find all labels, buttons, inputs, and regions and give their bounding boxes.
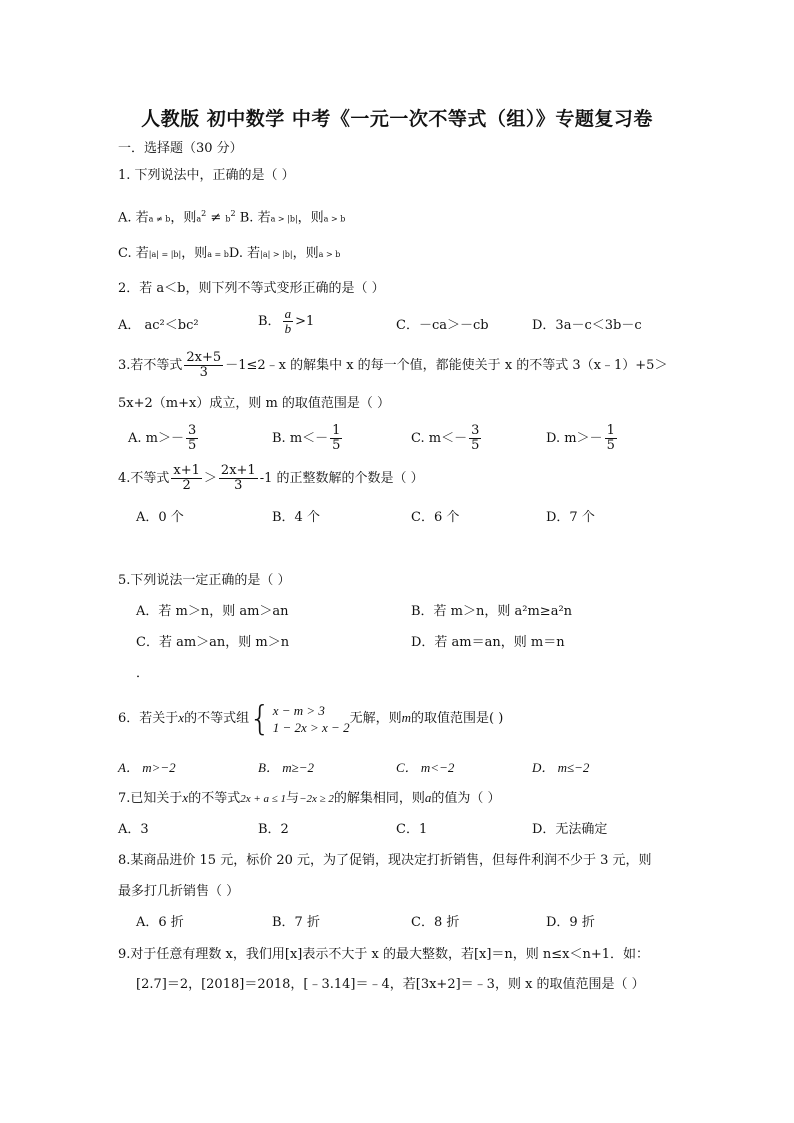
question-1-options-cd [118, 245, 340, 264]
section-heading: 一．选择题（30 分） [118, 141, 243, 156]
q7-option-d: D．无法确定 [532, 822, 608, 837]
q2-option-b [258, 307, 314, 336]
q6-post1: 无解，则 [349, 711, 402, 726]
q5-option-c: C．若 am＞an，则 m＞n [136, 635, 290, 650]
q6-var-m: m [401, 710, 411, 725]
q2-fraction-numerator: a [284, 306, 292, 321]
q7-option-b: B．2 [258, 822, 289, 837]
q3-post: －1≤2﹣x 的解集中 x 的每一个值，都能使关于 x 的不等式 3（x﹣1）+5＞ [225, 358, 668, 373]
q6-system-line-2: 1 − 2x > x − 2 [272, 719, 350, 735]
q2-fraction-denominator: b [284, 321, 292, 336]
q3-option-d-text: D. m＞－ [546, 431, 603, 446]
q1-option-c-condition: |a| = |b| [148, 250, 182, 259]
q4-fraction-1-denominator: 2 [182, 478, 191, 493]
q8-option-d: D．9 折 [546, 915, 595, 930]
question-2-stem: 2．若 a＜b，则下列不等式变形正确的是（ ） [118, 281, 385, 296]
q4-fraction-1-numerator: x+1 [173, 463, 200, 478]
q7-inequality-1: 2x + a ≤ 1 [240, 793, 287, 805]
q6-post2: 的取值范围是( ) [410, 711, 504, 726]
q1-option-d-then: ，则 [292, 246, 319, 261]
q3-option-d-denominator: 5 [606, 438, 615, 453]
q3-option-b-denominator: 5 [332, 438, 341, 453]
question-6-stem [118, 698, 503, 739]
q1-option-b-then: ，则 [297, 210, 324, 226]
q3-option-a [128, 424, 200, 453]
q3-fraction-numerator: 2x+5 [186, 350, 222, 365]
q6-option-b: B． m≥−2 [258, 760, 314, 775]
q1-option-a-base-b: b [225, 214, 231, 224]
q4-fraction-2-denominator: 3 [234, 478, 243, 493]
q2-option-b-fraction [283, 307, 294, 336]
q7-var-a: a [424, 790, 432, 805]
q1-option-b-condition: a > |b| [270, 214, 298, 224]
q3-option-b-numerator: 1 [332, 423, 341, 438]
q3-option-c-text: C. m＜－ [411, 431, 468, 446]
q7-pre: 7.已知关于 [118, 791, 183, 806]
question-3-line-1 [118, 351, 667, 380]
q1-option-a-then: ，则 [170, 210, 197, 226]
q4-option-b: B．4 个 [272, 510, 320, 525]
q3-option-d-numerator: 1 [606, 423, 615, 438]
q2-option-b-tail: >1 [295, 314, 315, 329]
q1-option-a-label: A. 若 [118, 210, 149, 226]
question-9-line-2: [2.7]＝2，[2018]＝2018，[﹣3.14]＝﹣4，若[3x+2]＝﹣3，则 x 的取值范围是（ ） [136, 977, 645, 992]
q7-inequality-2: −2x ≥ 2 [299, 793, 334, 805]
question-5-stem: 5.下列说法一定正确的是（ ） [118, 573, 291, 588]
q1-option-c-then: ，则 [181, 246, 208, 261]
q4-fraction-1 [171, 464, 202, 493]
q8-option-a: A．6 折 [136, 915, 184, 930]
q3-option-c-denominator: 5 [471, 438, 480, 453]
q3-option-a-text: A. m＞－ [128, 431, 184, 446]
q6-option-c: C． m<−2 [396, 760, 455, 775]
q1-option-c-label: C. 若 [118, 246, 149, 261]
question-8-line-2: 最多打几折销售（ ） [118, 884, 240, 899]
q7-post: 的值为（ ） [431, 791, 501, 806]
q3-option-c [411, 424, 483, 453]
q1-option-c-result: a = b [207, 250, 229, 259]
q3-option-b-fraction [330, 424, 342, 453]
question-1-options-ab [118, 205, 345, 228]
q4-option-c: C．6 个 [411, 510, 460, 525]
q8-option-c: C．8 折 [411, 915, 460, 930]
q1-option-a-condition: a ≠ b [148, 214, 171, 224]
q4-option-a: A．0 个 [136, 510, 184, 525]
q5-option-b: B．若 m＞n，则 a²m≥a²n [411, 604, 573, 619]
q2-option-b-label: B． [258, 314, 281, 329]
q6-option-d: D． m≤−2 [532, 760, 590, 775]
q5-trailing-dot: ． [136, 666, 150, 681]
q6-system-lines [273, 702, 350, 736]
q1-option-a-neq: ≠ [206, 210, 226, 226]
q3-option-c-fraction [469, 424, 481, 453]
question-9-line-1: 9.对于任意有理数 x，我们用[x]表示不大于 x 的最大整数，若[x]＝n，则 n≤x＜n+1．如： [118, 947, 650, 962]
q1-option-b-result: a > b [323, 214, 346, 224]
question-4-stem [118, 464, 424, 493]
q4-post: -1 的正整数解的个数是（ ） [259, 471, 424, 486]
q6-pre: 6．若关于 [118, 711, 179, 726]
q8-option-b: B．7 折 [272, 915, 320, 930]
q4-fraction-2 [219, 464, 258, 493]
q6-var-x: x [178, 710, 185, 725]
q1-option-d-label: D. 若 [228, 246, 261, 261]
question-8-line-1: 8.某商品进价 15 元，标价 20 元，为了促销，现决定打折销售，但每件利润不少于 3 元，则 [118, 853, 652, 868]
page-title: 人教版 初中数学 中考《一元一次不等式（组）》专题复习卷 [141, 108, 653, 130]
q3-option-d-fraction [605, 424, 617, 453]
q6-brace: { [249, 698, 271, 739]
q1-option-d-condition: |a| > |b| [260, 250, 293, 259]
q7-var-x: x [182, 790, 189, 805]
q4-greater-than: ＞ [203, 471, 217, 486]
q7-option-a: A．3 [118, 822, 149, 837]
q3-option-a-denominator: 5 [187, 438, 197, 453]
q3-option-c-numerator: 3 [471, 423, 480, 438]
q3-fraction [184, 351, 223, 380]
q3-fraction-denominator: 3 [199, 365, 208, 380]
question-3-line-2: 5x+2（m+x）成立，则 m 的取值范围是（ ） [118, 396, 391, 411]
q1-option-a-exp2: 2 [230, 209, 236, 218]
q1-option-a-exp1: 2 [201, 209, 207, 218]
q3-pre: 3.若不等式 [118, 358, 183, 373]
q3-option-a-fraction [186, 424, 198, 453]
q4-option-d: D．7 个 [546, 510, 595, 525]
q6-option-a: A． m>−2 [118, 760, 176, 775]
q3-option-b-text: B. m＜－ [272, 431, 329, 446]
q6-mid: 的不等式组 [184, 711, 250, 726]
q1-option-d-result: a > b [318, 250, 341, 259]
q1-option-a-base-a: a [196, 214, 202, 224]
question-7-stem [118, 789, 501, 808]
q6-system-line-1: x − m > 3 [272, 702, 325, 718]
q2-option-c: C．－ca＞－cb [396, 318, 489, 333]
question-1-stem: 1. 下列说法中，正确的是（ ） [118, 168, 295, 183]
q5-option-a: A．若 m＞n，则 am＞an [136, 604, 289, 619]
q2-option-d: D．3a－c＜3b－c [532, 318, 642, 333]
q7-mid3: 的解集相同，则 [333, 791, 425, 806]
q6-inequality-system [249, 698, 350, 739]
q3-option-d [546, 424, 619, 453]
q4-fraction-2-numerator: 2x+1 [220, 463, 256, 478]
q7-mid2: 与 [286, 791, 300, 806]
q2-option-a: A． ac²＜bc² [118, 318, 199, 333]
q3-option-b [272, 424, 344, 453]
q1-option-b-label: B. 若 [235, 210, 271, 226]
q4-pre: 4.不等式 [118, 471, 170, 486]
q5-option-d: D．若 am＝an，则 m＝n [411, 635, 565, 650]
q7-mid1: 的不等式 [188, 791, 241, 806]
q7-option-c: C．1 [396, 822, 428, 837]
q3-option-a-numerator: 3 [187, 423, 197, 438]
